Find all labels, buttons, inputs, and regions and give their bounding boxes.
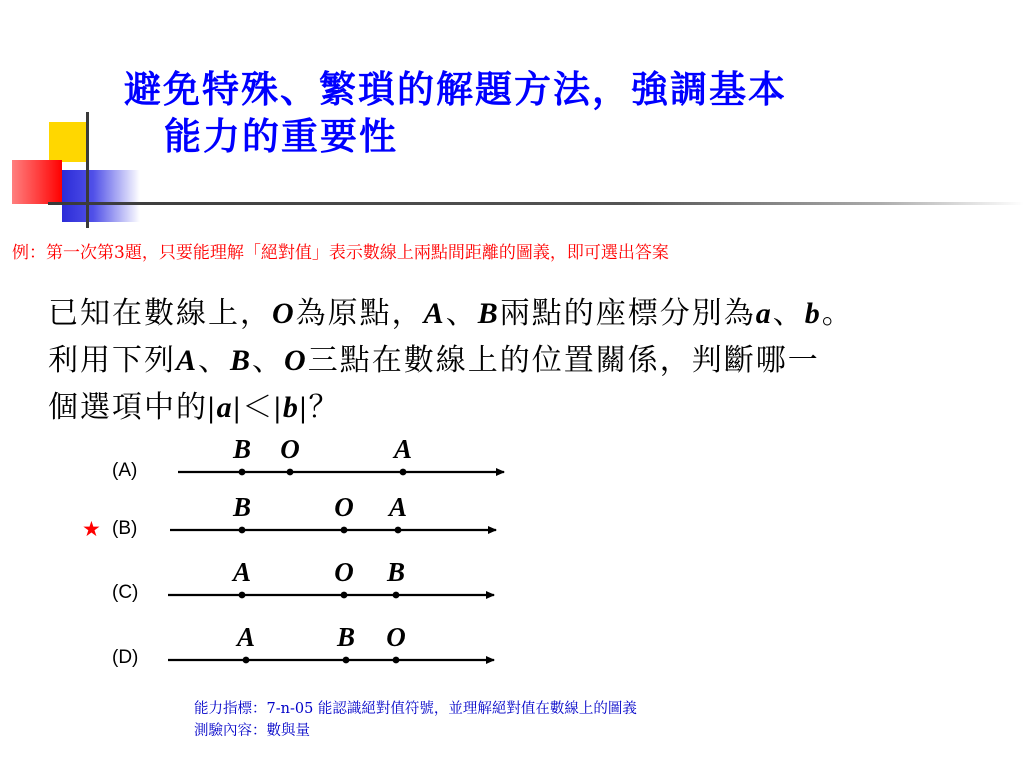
decor-horizontal-rule: [48, 202, 1024, 205]
point-b-label: B: [336, 622, 356, 652]
option-label-b: (B): [112, 518, 138, 539]
point-a-dot: [239, 592, 246, 599]
title-line-1: 避免特殊、繁瑣的解題方法，強調基本: [124, 67, 787, 111]
option-label-c: (C): [112, 582, 139, 603]
point-a-label: A: [388, 492, 408, 522]
footer-ability-indicator: 能力指標：7-n-05 能認識絕對值符號，並理解絕對值在數線上的圖義: [194, 701, 637, 717]
number-line-options: [150, 432, 520, 677]
question-line-2: 利用下列A、B、O三點在數線上的位置關係，判斷哪一: [48, 343, 820, 378]
option-label-a: (A): [112, 460, 138, 481]
footer-note: [194, 698, 637, 742]
number-line-c: [168, 557, 494, 598]
point-o-label: O: [280, 434, 300, 464]
correct-answer-star-icon: ★: [82, 517, 101, 541]
point-a-dot: [243, 657, 250, 664]
slide-title: [124, 66, 1004, 160]
number-line-d: [168, 622, 494, 663]
decor-yellow-block: [49, 122, 89, 162]
question-text: [48, 290, 1024, 431]
example-note: 例：第一次第3題，只要能理解「絕對值」表示數線上兩點間距離的圖義，即可選出答案: [12, 243, 669, 263]
question-line-3: 個選項中的|a|＜|b|？: [48, 390, 341, 425]
number-line-b: [170, 492, 496, 533]
point-o-dot: [341, 527, 348, 534]
decor-blue-block: [62, 170, 140, 222]
point-a-label: A: [236, 622, 256, 652]
point-o-label: O: [386, 622, 406, 652]
point-b-label: B: [232, 434, 252, 464]
point-o-dot: [341, 592, 348, 599]
point-o-label: O: [334, 492, 354, 522]
option-label-d: (D): [112, 647, 139, 668]
decor-red-block: [12, 160, 62, 204]
point-a-dot: [400, 469, 407, 476]
point-a-dot: [395, 527, 402, 534]
point-b-dot: [343, 657, 350, 664]
number-line-a: [178, 434, 504, 475]
point-o-dot: [393, 657, 400, 664]
point-o-label: O: [334, 557, 354, 587]
title-line-2: 能力的重要性: [164, 114, 398, 158]
point-a-label: A: [232, 557, 252, 587]
footer-test-content: 測驗內容：數與量: [194, 723, 310, 739]
point-b-label: B: [386, 557, 406, 587]
question-line-1: 已知在數線上，O為原點，A、B兩點的座標分別為a、b。: [48, 296, 854, 331]
point-b-dot: [239, 527, 246, 534]
point-b-label: B: [232, 492, 252, 522]
point-o-dot: [287, 469, 294, 476]
point-b-dot: [393, 592, 400, 599]
point-a-label: A: [393, 434, 413, 464]
decor-vertical-line: [86, 112, 89, 228]
point-b-dot: [239, 469, 246, 476]
